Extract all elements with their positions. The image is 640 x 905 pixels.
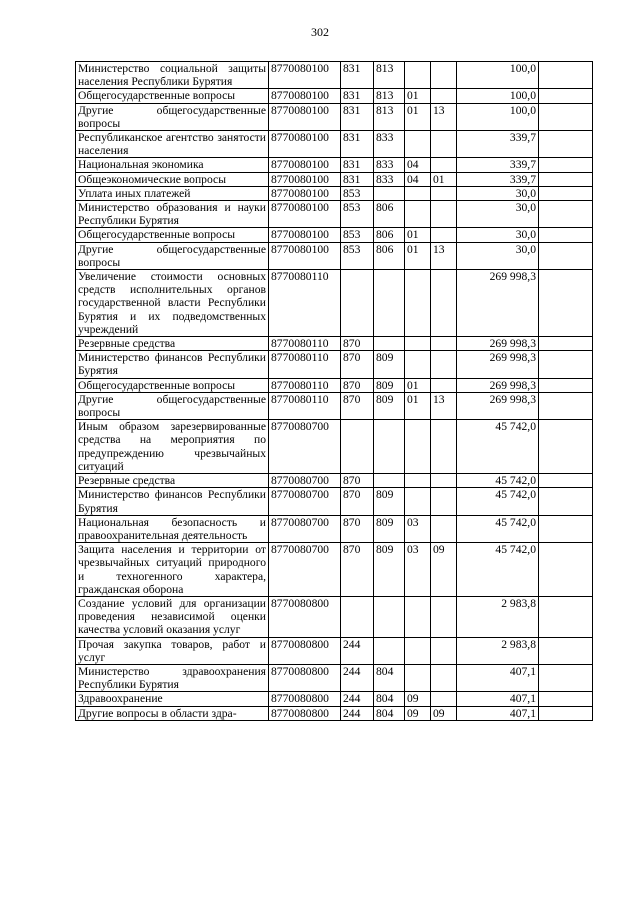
- cell-name: Республиканское агентство занятости населения: [76, 131, 269, 158]
- cell-grbs: 813: [374, 62, 405, 89]
- cell-pr: [431, 62, 457, 89]
- table-row: [76, 242, 593, 269]
- cell-grbs: 804: [374, 706, 405, 720]
- table-row: [76, 131, 593, 158]
- cell-pr: 13: [431, 392, 457, 419]
- cell-grbs: 833: [374, 158, 405, 172]
- cell-grbs: 809: [374, 392, 405, 419]
- cell-grbs: 833: [374, 131, 405, 158]
- cell-csr: 8770080110: [269, 351, 341, 378]
- table-row: [76, 186, 593, 200]
- cell-extra: [539, 270, 593, 337]
- cell-pr: 13: [431, 103, 457, 130]
- cell-vr: 853: [341, 186, 374, 200]
- table-row: [76, 637, 593, 664]
- cell-csr: 8770080110: [269, 337, 341, 351]
- cell-csr: 8770080100: [269, 172, 341, 186]
- cell-grbs: [374, 474, 405, 488]
- cell-name: Министерство здравоохранения Республики Бурятия: [76, 664, 269, 691]
- cell-pr: [431, 201, 457, 228]
- cell-csr: 8770080800: [269, 596, 341, 637]
- table-row: [76, 351, 593, 378]
- table-row: [76, 515, 593, 542]
- cell-grbs: 813: [374, 89, 405, 103]
- cell-amount: 269 998,3: [457, 270, 539, 337]
- cell-pr: [431, 89, 457, 103]
- cell-rz: [405, 420, 431, 474]
- table-row: [76, 488, 593, 515]
- cell-amount: 30,0: [457, 242, 539, 269]
- cell-amount: 100,0: [457, 62, 539, 89]
- cell-pr: [431, 270, 457, 337]
- table-row: [76, 706, 593, 720]
- cell-grbs: 809: [374, 543, 405, 597]
- cell-rz: [405, 474, 431, 488]
- cell-pr: 09: [431, 543, 457, 597]
- cell-vr: 870: [341, 351, 374, 378]
- cell-vr: 244: [341, 706, 374, 720]
- cell-vr: [341, 596, 374, 637]
- cell-extra: [539, 706, 593, 720]
- cell-rz: [405, 201, 431, 228]
- cell-csr: 8770080100: [269, 89, 341, 103]
- cell-rz: [405, 131, 431, 158]
- cell-vr: 831: [341, 62, 374, 89]
- cell-vr: 870: [341, 515, 374, 542]
- cell-rz: [405, 664, 431, 691]
- cell-pr: [431, 474, 457, 488]
- cell-pr: [431, 131, 457, 158]
- cell-vr: 853: [341, 242, 374, 269]
- cell-pr: [431, 337, 457, 351]
- cell-name: Резервные средства: [76, 474, 269, 488]
- cell-grbs: 809: [374, 378, 405, 392]
- cell-extra: [539, 186, 593, 200]
- table-row: [76, 420, 593, 474]
- cell-extra: [539, 692, 593, 706]
- cell-csr: 8770080110: [269, 392, 341, 419]
- cell-csr: 8770080110: [269, 270, 341, 337]
- cell-vr: [341, 270, 374, 337]
- table-row: [76, 543, 593, 597]
- cell-amount: 407,1: [457, 692, 539, 706]
- cell-vr: 870: [341, 488, 374, 515]
- cell-name: Прочая закупка товаров, работ и услуг: [76, 637, 269, 664]
- cell-rz: 03: [405, 515, 431, 542]
- cell-grbs: 806: [374, 228, 405, 242]
- cell-name: Резервные средства: [76, 337, 269, 351]
- cell-csr: 8770080800: [269, 664, 341, 691]
- cell-grbs: [374, 337, 405, 351]
- cell-amount: 45 742,0: [457, 488, 539, 515]
- table-row: [76, 692, 593, 706]
- cell-pr: [431, 420, 457, 474]
- cell-amount: 407,1: [457, 664, 539, 691]
- cell-pr: [431, 488, 457, 515]
- cell-amount: 100,0: [457, 103, 539, 130]
- cell-amount: 339,7: [457, 172, 539, 186]
- table-row: [76, 270, 593, 337]
- table-row: [76, 664, 593, 691]
- cell-vr: 831: [341, 131, 374, 158]
- cell-vr: 853: [341, 228, 374, 242]
- cell-extra: [539, 242, 593, 269]
- cell-csr: 8770080800: [269, 706, 341, 720]
- cell-name: Министерство образования и науки Республики Бурятия: [76, 201, 269, 228]
- cell-pr: [431, 637, 457, 664]
- cell-rz: 01: [405, 242, 431, 269]
- cell-name: Национальная безопасность и правоохранительная деятельность: [76, 515, 269, 542]
- cell-extra: [539, 337, 593, 351]
- cell-grbs: 809: [374, 351, 405, 378]
- cell-name: Министерство финансов Республики Бурятия: [76, 488, 269, 515]
- cell-grbs: 806: [374, 201, 405, 228]
- cell-rz: [405, 637, 431, 664]
- cell-extra: [539, 158, 593, 172]
- cell-name: Уплата иных платежей: [76, 186, 269, 200]
- cell-rz: [405, 337, 431, 351]
- cell-grbs: 833: [374, 172, 405, 186]
- cell-vr: 831: [341, 89, 374, 103]
- cell-vr: 870: [341, 474, 374, 488]
- cell-rz: 03: [405, 543, 431, 597]
- cell-extra: [539, 474, 593, 488]
- cell-name: Другие общегосударственные вопросы: [76, 103, 269, 130]
- cell-csr: 8770080100: [269, 201, 341, 228]
- cell-csr: 8770080100: [269, 131, 341, 158]
- cell-pr: [431, 186, 457, 200]
- cell-grbs: 809: [374, 488, 405, 515]
- cell-amount: 269 998,3: [457, 378, 539, 392]
- cell-amount: 269 998,3: [457, 337, 539, 351]
- cell-grbs: [374, 420, 405, 474]
- cell-pr: 01: [431, 172, 457, 186]
- page-number: 302: [311, 25, 329, 39]
- table-row: [76, 89, 593, 103]
- cell-pr: [431, 596, 457, 637]
- cell-extra: [539, 201, 593, 228]
- table-body: [76, 62, 593, 721]
- cell-rz: 09: [405, 692, 431, 706]
- cell-name: Общеэкономические вопросы: [76, 172, 269, 186]
- cell-grbs: 806: [374, 242, 405, 269]
- cell-amount: 30,0: [457, 228, 539, 242]
- table-row: [76, 378, 593, 392]
- cell-rz: [405, 270, 431, 337]
- cell-csr: 8770080100: [269, 186, 341, 200]
- cell-name: Иным образом зарезервированные средства на мероприятия по предупреждению чрезвычайных ситуаций: [76, 420, 269, 474]
- cell-vr: 870: [341, 392, 374, 419]
- cell-grbs: [374, 637, 405, 664]
- table-row: [76, 103, 593, 130]
- cell-amount: 339,7: [457, 158, 539, 172]
- cell-vr: 831: [341, 172, 374, 186]
- cell-vr: 244: [341, 692, 374, 706]
- cell-amount: 2 983,8: [457, 637, 539, 664]
- cell-amount: 339,7: [457, 131, 539, 158]
- cell-name: Общегосударственные вопросы: [76, 228, 269, 242]
- table-row: [76, 62, 593, 89]
- cell-vr: 870: [341, 337, 374, 351]
- cell-csr: 8770080700: [269, 488, 341, 515]
- cell-extra: [539, 543, 593, 597]
- cell-extra: [539, 664, 593, 691]
- cell-extra: [539, 103, 593, 130]
- cell-grbs: 813: [374, 103, 405, 130]
- cell-csr: 8770080100: [269, 228, 341, 242]
- cell-name: Защита населения и территории от чрезвычайных ситуаций природного и техногенного характера, гражданская оборона: [76, 543, 269, 597]
- cell-grbs: 804: [374, 692, 405, 706]
- cell-csr: 8770080800: [269, 692, 341, 706]
- table-row: [76, 158, 593, 172]
- cell-name: Общегосударственные вопросы: [76, 89, 269, 103]
- cell-amount: 45 742,0: [457, 474, 539, 488]
- cell-name: Создание условий для организации проведения независимой оценки качества условий оказания услуг: [76, 596, 269, 637]
- cell-csr: 8770080100: [269, 242, 341, 269]
- cell-rz: 01: [405, 378, 431, 392]
- cell-grbs: 809: [374, 515, 405, 542]
- table-row: [76, 201, 593, 228]
- cell-grbs: [374, 270, 405, 337]
- cell-extra: [539, 596, 593, 637]
- cell-name: Министерство социальной защиты населения Республики Бурятия: [76, 62, 269, 89]
- cell-rz: 01: [405, 392, 431, 419]
- cell-vr: 244: [341, 637, 374, 664]
- cell-csr: 8770080100: [269, 103, 341, 130]
- table-row: [76, 596, 593, 637]
- cell-rz: 09: [405, 706, 431, 720]
- table-row: [76, 392, 593, 419]
- cell-name: Здравоохранение: [76, 692, 269, 706]
- cell-grbs: [374, 596, 405, 637]
- cell-csr: 8770080800: [269, 637, 341, 664]
- cell-pr: 09: [431, 706, 457, 720]
- table-row: [76, 228, 593, 242]
- cell-extra: [539, 637, 593, 664]
- cell-csr: 8770080100: [269, 62, 341, 89]
- table-row: [76, 172, 593, 186]
- table-row: [76, 337, 593, 351]
- cell-extra: [539, 172, 593, 186]
- cell-rz: 01: [405, 103, 431, 130]
- cell-amount: 269 998,3: [457, 351, 539, 378]
- cell-rz: 04: [405, 158, 431, 172]
- cell-rz: [405, 186, 431, 200]
- cell-vr: 831: [341, 103, 374, 130]
- cell-name: Национальная экономика: [76, 158, 269, 172]
- cell-rz: [405, 62, 431, 89]
- cell-vr: 870: [341, 378, 374, 392]
- cell-amount: 100,0: [457, 89, 539, 103]
- cell-amount: 45 742,0: [457, 420, 539, 474]
- cell-rz: [405, 596, 431, 637]
- cell-extra: [539, 378, 593, 392]
- cell-pr: [431, 158, 457, 172]
- cell-amount: 407,1: [457, 706, 539, 720]
- cell-rz: 04: [405, 172, 431, 186]
- cell-amount: 45 742,0: [457, 515, 539, 542]
- budget-table: [75, 61, 593, 721]
- cell-extra: [539, 131, 593, 158]
- cell-name: Министерство финансов Республики Бурятия: [76, 351, 269, 378]
- cell-name: Общегосударственные вопросы: [76, 378, 269, 392]
- cell-name: Другие вопросы в области здра-: [76, 706, 269, 720]
- cell-vr: 831: [341, 158, 374, 172]
- cell-extra: [539, 420, 593, 474]
- cell-extra: [539, 228, 593, 242]
- cell-name: Другие общегосударственные вопросы: [76, 242, 269, 269]
- cell-pr: [431, 692, 457, 706]
- cell-csr: 8770080700: [269, 474, 341, 488]
- cell-extra: [539, 89, 593, 103]
- cell-extra: [539, 515, 593, 542]
- cell-rz: [405, 488, 431, 515]
- cell-csr: 8770080700: [269, 420, 341, 474]
- cell-pr: [431, 515, 457, 542]
- cell-rz: 01: [405, 89, 431, 103]
- cell-amount: 45 742,0: [457, 543, 539, 597]
- cell-vr: 870: [341, 543, 374, 597]
- cell-rz: [405, 351, 431, 378]
- cell-vr: 853: [341, 201, 374, 228]
- cell-extra: [539, 351, 593, 378]
- cell-name: Увеличение стоимости основных средств исполнительных органов государственной власти Республики Бурятия и их подведомственных учреждений: [76, 270, 269, 337]
- cell-csr: 8770080110: [269, 378, 341, 392]
- cell-rz: 01: [405, 228, 431, 242]
- cell-vr: [341, 420, 374, 474]
- cell-amount: 30,0: [457, 201, 539, 228]
- cell-extra: [539, 488, 593, 515]
- cell-pr: [431, 378, 457, 392]
- cell-csr: 8770080700: [269, 543, 341, 597]
- cell-pr: 13: [431, 242, 457, 269]
- cell-grbs: 804: [374, 664, 405, 691]
- cell-vr: 244: [341, 664, 374, 691]
- cell-pr: [431, 228, 457, 242]
- cell-amount: 30,0: [457, 186, 539, 200]
- table-row: [76, 474, 593, 488]
- cell-grbs: [374, 186, 405, 200]
- cell-csr: 8770080700: [269, 515, 341, 542]
- cell-name: Другие общегосударственные вопросы: [76, 392, 269, 419]
- cell-amount: 269 998,3: [457, 392, 539, 419]
- cell-extra: [539, 392, 593, 419]
- cell-extra: [539, 62, 593, 89]
- cell-csr: 8770080100: [269, 158, 341, 172]
- cell-pr: [431, 351, 457, 378]
- cell-pr: [431, 664, 457, 691]
- cell-amount: 2 983,8: [457, 596, 539, 637]
